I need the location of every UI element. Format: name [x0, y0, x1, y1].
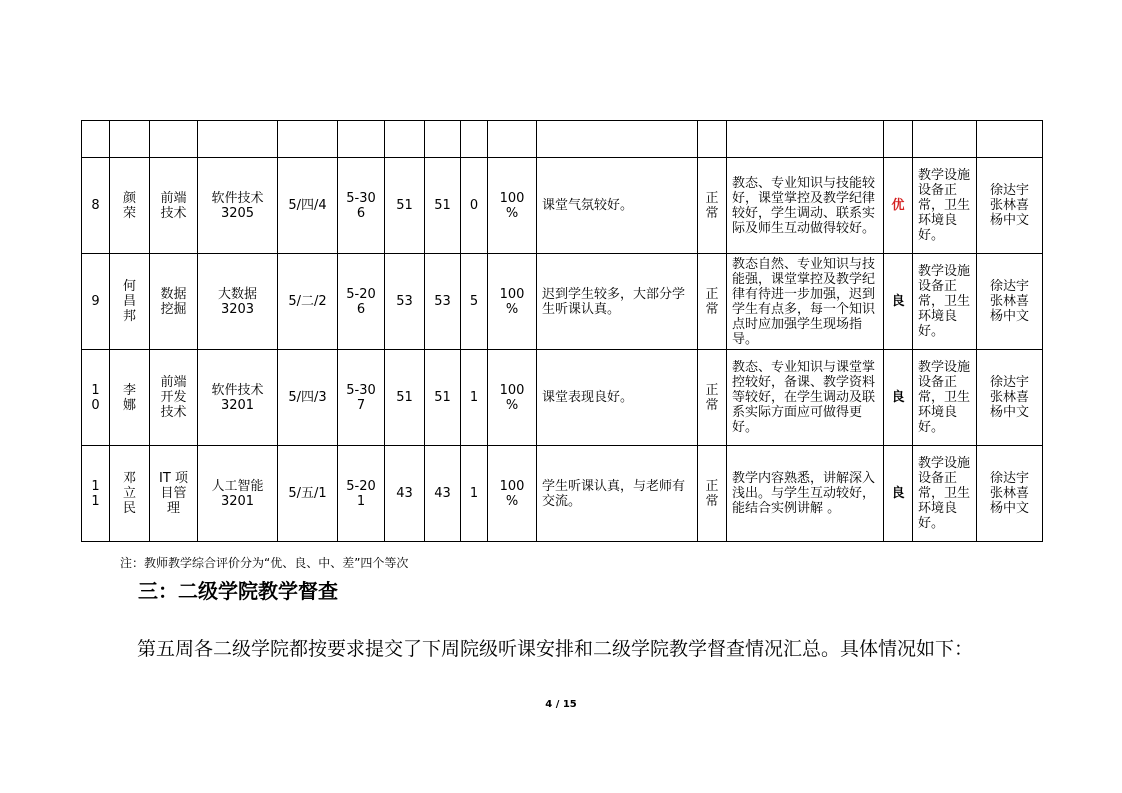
- student-performance-cell: 课堂气氛较好。: [537, 158, 698, 254]
- teacher-evaluation-cell: 教态、专业知识与技能较好，课堂掌控及教学纪律较好，学生调动、联系实际及师生互动做得较好。: [727, 158, 884, 254]
- table-row: [82, 446, 1043, 542]
- table-row: [82, 158, 1043, 254]
- grading-note: 注：教师教学综合评价分为“优、良、中、差”四个等次: [120, 556, 409, 570]
- class-order-cell: 正 常: [698, 158, 727, 254]
- class-order-cell: 正 常: [698, 446, 727, 542]
- course-name-cell: 前端 技术: [150, 158, 198, 254]
- row-number-cell: 1 1: [82, 446, 110, 542]
- teacher-name-cell: 颜 荣: [110, 158, 150, 254]
- attendance-rate-cell: 100 %: [488, 158, 537, 254]
- teacher-name-cell: 何 昌 邦: [110, 254, 150, 350]
- overall-grade-cell: 优: [884, 158, 913, 254]
- inspectors-cell: 徐达宇 张林喜 杨中文: [977, 254, 1043, 350]
- class-order-cell: 正 常: [698, 350, 727, 446]
- class-time-cell: 5/四/4: [278, 158, 338, 254]
- actual-count-cell: 51: [425, 158, 461, 254]
- row-number-cell: 1 0: [82, 350, 110, 446]
- absent-count-cell: 1: [461, 350, 488, 446]
- inspectors-cell: 徐达宇 张林喜 杨中文: [977, 446, 1043, 542]
- class-name-cell: 人工智能 3201: [198, 446, 278, 542]
- classroom-cell: 5-30 6: [338, 158, 385, 254]
- table-row: [82, 350, 1043, 446]
- body-paragraph: 第五周各二级学院都按要求提交了下周院级听课安排和二级学院教学督查情况汇总。具体情况如下：: [137, 638, 974, 660]
- class-time-cell: 5/二/2: [278, 254, 338, 350]
- actual-count-cell: 53: [425, 254, 461, 350]
- inspectors-cell: 徐达宇 张林喜 杨中文: [977, 158, 1043, 254]
- facility-status-cell: 教学设施设备正常，卫生环境良好。: [913, 254, 977, 350]
- student-performance-cell: 迟到学生较多，大部分学生听课认真。: [537, 254, 698, 350]
- overall-grade-cell: 良: [884, 350, 913, 446]
- row-number-cell: 9: [82, 254, 110, 350]
- actual-count-cell: 51: [425, 350, 461, 446]
- course-name-cell: 前端 开发 技术: [150, 350, 198, 446]
- teacher-evaluation-cell: 教态、专业知识与课堂掌控较好，备课、教学资料等较好，在学生调动及联系实际方面应可做得更好。: [727, 350, 884, 446]
- teacher-evaluation-cell: 教态自然、专业知识与技能强，课堂掌控及教学纪律有待进一步加强，迟到学生有点多，每一个知识点时应加强学生现场指导。: [727, 254, 884, 350]
- table-row: [82, 254, 1043, 350]
- class-name-cell: 软件技术 3201: [198, 350, 278, 446]
- class-time-cell: 5/五/1: [278, 446, 338, 542]
- classroom-cell: 5-30 7: [338, 350, 385, 446]
- facility-status-cell: 教学设施设备正常，卫生环境良好。: [913, 158, 977, 254]
- attendance-rate-cell: 100 %: [488, 446, 537, 542]
- expected-count-cell: 43: [385, 446, 425, 542]
- course-name-cell: 数据 挖掘: [150, 254, 198, 350]
- expected-count-cell: 53: [385, 254, 425, 350]
- partial-row: [82, 121, 1043, 158]
- classroom-cell: 5-20 6: [338, 254, 385, 350]
- class-time-cell: 5/四/3: [278, 350, 338, 446]
- attendance-rate-cell: 100 %: [488, 350, 537, 446]
- absent-count-cell: 0: [461, 158, 488, 254]
- class-name-cell: 大数据 3203: [198, 254, 278, 350]
- class-name-cell: 软件技术 3205: [198, 158, 278, 254]
- inspectors-cell: 徐达宇 张林喜 杨中文: [977, 350, 1043, 446]
- absent-count-cell: 5: [461, 254, 488, 350]
- student-performance-cell: 课堂表现良好。: [537, 350, 698, 446]
- inspection-table: [81, 120, 1043, 542]
- overall-grade-cell: 良: [884, 254, 913, 350]
- classroom-cell: 5-20 1: [338, 446, 385, 542]
- expected-count-cell: 51: [385, 350, 425, 446]
- facility-status-cell: 教学设施设备正常，卫生环境良好。: [913, 350, 977, 446]
- teacher-name-cell: 邓 立 民: [110, 446, 150, 542]
- overall-grade-cell: 良: [884, 446, 913, 542]
- class-order-cell: 正 常: [698, 254, 727, 350]
- actual-count-cell: 43: [425, 446, 461, 542]
- section-title: 三：二级学院教学督查: [138, 579, 338, 603]
- student-performance-cell: 学生听课认真，与老师有交流。: [537, 446, 698, 542]
- course-name-cell: IT 项 目管 理: [150, 446, 198, 542]
- page-number: 4 / 15: [545, 699, 577, 710]
- facility-status-cell: 教学设施设备正常，卫生环境良好。: [913, 446, 977, 542]
- absent-count-cell: 1: [461, 446, 488, 542]
- attendance-rate-cell: 100 %: [488, 254, 537, 350]
- row-number-cell: 8: [82, 158, 110, 254]
- teacher-evaluation-cell: 教学内容熟悉，讲解深入浅出。与学生互动较好，能结合实例讲解 。: [727, 446, 884, 542]
- teacher-name-cell: 李 娜: [110, 350, 150, 446]
- expected-count-cell: 51: [385, 158, 425, 254]
